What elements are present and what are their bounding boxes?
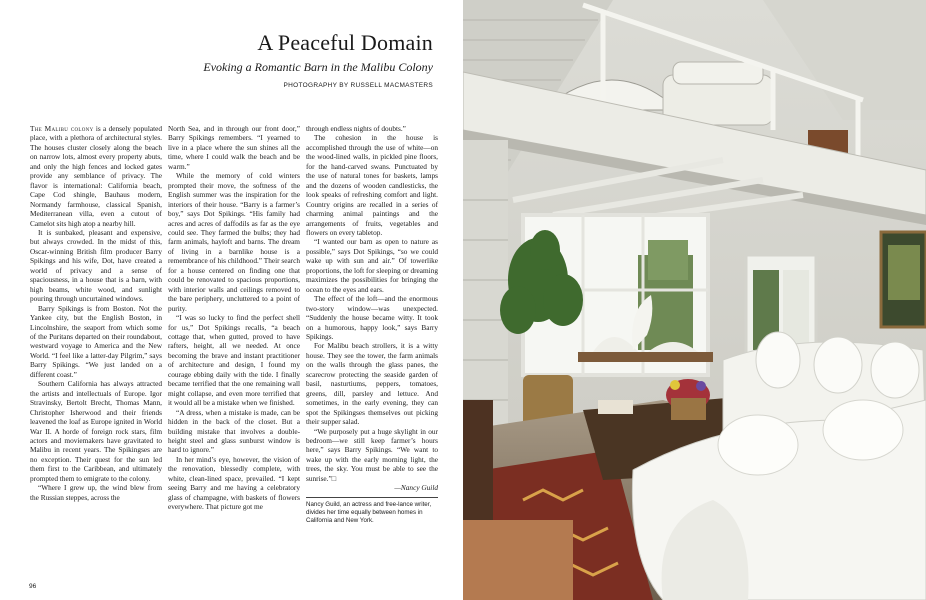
paragraph: through endless nights of doubts.” xyxy=(306,124,406,133)
paragraph: The effect of the loft—and the enormous two-story window—was unexpected. “Suddenly the house became witty. It took on a humorous, happy look,” says Barry Spikings. xyxy=(306,294,438,341)
paragraph: Barry Spikings is from Boston. Not the Yankee city, but the English Boston, in Lincolnshire, the seaport from which some of the Puritans departed on their roundabout, westward voyage to America and the New World. “I feel like a latter-day Pilgrim,” says Barry Spikings. “We just landed on a different coast.” xyxy=(30,303,162,379)
paragraph: “We purposely put a huge skylight in our bedroom—we still keep farmer’s hours here,” says Barry Spikings. “We want to wake up with the early morning light, the trees, the sky. You must be able to see the sunrise.”□ xyxy=(306,426,438,483)
text-column-3 xyxy=(306,124,438,525)
paragraph: Southern California has always attracted the artists and intellectuals of Europe. Igor Stravinsky, Bertolt Brecht, Thomas Mann, Christopher Isherwood and their friends leavened the loaf as Europe ignited in World War II. A horde of foreign rock stars, film actors and moviemakers have gravitated to Malibu in recent years. The Spikingses are no exception. Their quest for the sun led them first to the Caribbean, and ultimately prompted them to emigrate to the colony. xyxy=(30,379,162,483)
photo-credit: PHOTOGRAPHY BY RUSSELL MACMASTERS xyxy=(283,82,433,89)
paragraph: While the memory of cold winters prompted their move, the softness of the English summer was the inspiration for the interiors of their house. “Barry is a farmer’s boy,” says Dot Spikings. “His family had acres and acres of daffodils as far as the eye could see. They farmed the bulbs; they had farm animals, hayloft and barns. The dream of living in a barnlike house is a remembrance of his childhood.” Their search for a house centered on finding one that could be renovated to spacious proportions, with interior walls and ceilings removed to the bare periphery, uncluttered to a point of purity. xyxy=(168,171,300,313)
interior-photo xyxy=(463,0,926,600)
paragraph: “A dress, when a mistake is made, can be hidden in the back of the closet. But a building mistake that involves a double-height steel and glass sunburst window is hard to ignore.” xyxy=(168,407,300,455)
paragraph: “Where I grew up, the wind blew from the Russian steppes, across the xyxy=(30,483,162,502)
paragraph: The Malibu colony is a densely populated place, with a plethora of architectural styles. The houses cluster closely along the beach on narrow lots, almost every property abuts, and only the high fences and locked gates provide any semblance of privacy. The flavor is international: California beach, Cape Cod shingle, Bauhaus modern, Normandy farmhouse, classical Spanish, Mediterranean villa, even a cutout of Camelot sits high atop a nearby hill. xyxy=(30,124,163,228)
divider xyxy=(306,497,438,498)
paragraph: “I wanted our barn as open to nature as possible,” says Dot Spikings, “so we could wake up with sun and air.” Of towerlike proportions, the loft for sleeping or dreaming maximizes the possibilities for bringing the ocean to the eyes and ears. xyxy=(306,237,438,294)
paragraph: In her mind’s eye, however, the vision of the renovation, blessedly complete, with white, clean-lined space, prevailed. “I kept seeing Barry and me having a celebratory glass of champagne, with baskets of flowers everywhere. That picture got me xyxy=(168,454,300,512)
paragraph: The cohesion in the house is accomplished through the use of white—on the wood-lined walls, in pickled pine floors, for the hand-carved swans. Punctuated by the use of natural tones for baskets, lamps and the dozens of wooden candlesticks, the look speaks of refreshing comfort and light. Country origins are recalled in a series of charming animal paintings and the arrangements of fruits, vegetables and flowers on every tabletop. xyxy=(306,133,438,237)
barn-interior-illustration xyxy=(463,0,926,600)
article-title: A Peaceful Domain xyxy=(257,30,433,55)
author-bio: Nancy Guild, an actress and free-lance writer, divides her time equally between homes in California and New York. xyxy=(306,500,432,524)
end-mark: □ xyxy=(331,473,337,483)
author-signature: —Nancy Guild xyxy=(394,483,438,493)
article-subtitle: Evoking a Romantic Barn in the Malibu Colony xyxy=(203,60,433,74)
text-column-2 xyxy=(168,124,300,512)
lead-small-caps: The Malibu colony xyxy=(30,124,94,133)
text-column-1 xyxy=(30,124,162,502)
paragraph: It is sunbaked, pleasant and expensive, but always crowded. In the midst of this, Oscar-winning British film producer Barry Spikings and his wife, Dot, have created a world of privacy and a sense of spaciousness, in a house that is a barn, with high beams, white wood, and sunlight pouring through uncurtained windows. xyxy=(30,227,162,304)
paragraph: North Sea, and in through our front door,” Barry Spikings remembers. “I yearned to live in a place where the sun shines all the time, where I could walk the beach and be warm.” xyxy=(168,124,300,171)
paragraph: For Malibu beach strollers, it is a witty house. They see the tower, the farm animals on the walls through the glass panes, the scarecrow protecting the seaside garden of basil, nasturtiums, peppers, tomatoes, greens, dill, parsley and lettuce. And sometimes, in the early evening, they can spot the Spikingses themselves out picking their supper salad. xyxy=(306,341,438,427)
page-number: 96 xyxy=(29,583,37,590)
paragraph: “I was so lucky to find the perfect shell for us,” Dot Spikings recalls, “a beach cottage that, when gutted, proved to have rafters, height, all we needed. At once becoming the brave and instant practitioner of architecture and design, I found my courage ebbing daily with the tide. I finally became terrified that the one remaining wall might collapse, and even more terrified that it would all be a mistake when we finished. xyxy=(168,313,300,408)
